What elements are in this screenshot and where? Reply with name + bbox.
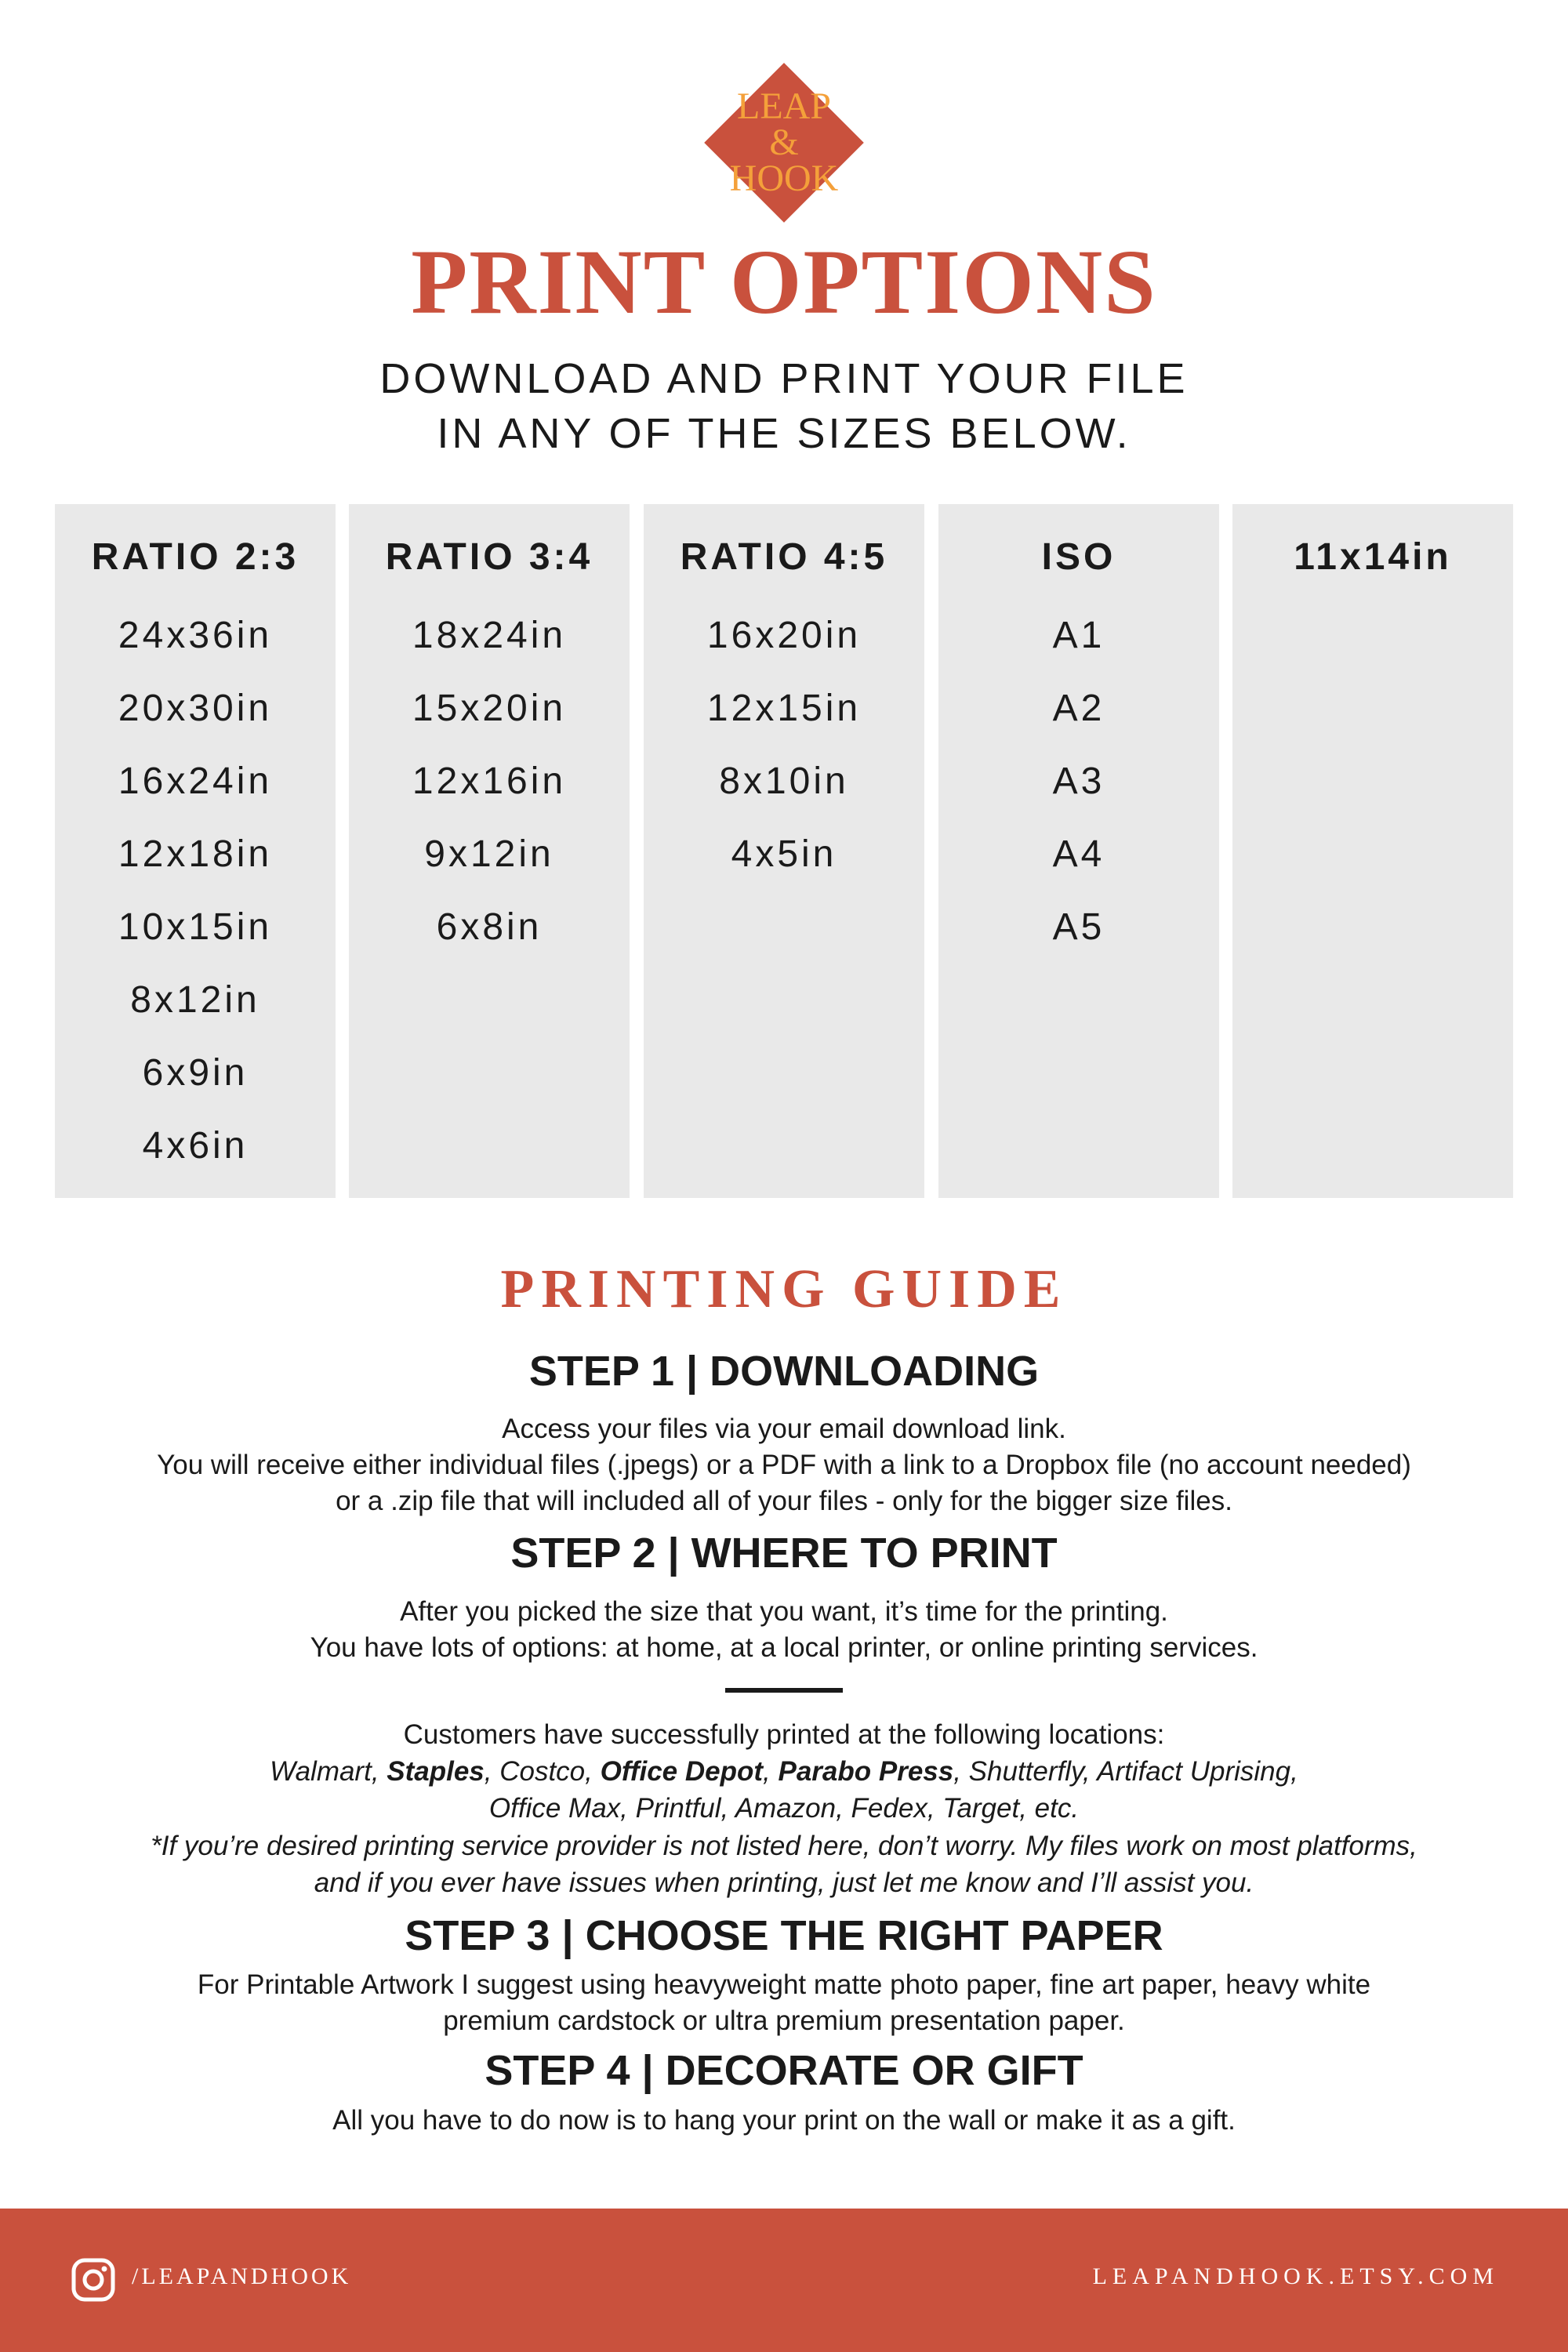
size-item: 8x10in <box>719 760 849 802</box>
column-heading: RATIO 3:4 <box>385 536 593 578</box>
size-column-iso <box>938 504 1219 1198</box>
size-item: A1 <box>1052 615 1105 656</box>
size-item: 12x18in <box>118 833 273 875</box>
size-item: 6x9in <box>142 1052 249 1094</box>
locations-intro: Customers have successfully printed at the following locations: <box>403 1719 1165 1750</box>
size-item: 6x8in <box>436 906 543 948</box>
size-item: 18x24in <box>412 615 567 656</box>
step-1-title: STEP 1 | DOWNLOADING <box>528 1348 1040 1395</box>
size-item: A5 <box>1052 906 1105 948</box>
logo-text <box>704 63 864 223</box>
page-title: PRINT OPTIONS <box>411 230 1157 333</box>
divider <box>725 1688 843 1693</box>
instagram-handle-link[interactable]: /LEAPANDHOOK <box>132 2263 352 2289</box>
logo-line-2: & <box>769 122 799 163</box>
size-item: A4 <box>1052 833 1105 875</box>
step-2-line: After you picked the size that you want, it’s time for the printing. <box>400 1596 1168 1627</box>
location-rest: , Shutterfly, Artifact Uprising, <box>953 1756 1298 1787</box>
guide-title: PRINTING GUIDE <box>500 1259 1068 1319</box>
step-3-line: premium cardstock or ultra premium presentation paper. <box>443 2005 1125 2036</box>
logo-line-3: HOOK <box>729 158 839 199</box>
logo-line-1: LEAP <box>737 85 831 127</box>
locations-note-line-2: and if you ever have issues when printing, just let me know and I’ll assist you. <box>314 1867 1254 1898</box>
step-4-title: STEP 4 | DECORATE OR GIFT <box>485 2047 1083 2094</box>
subtitle-line-2: IN ANY OF THE SIZES BELOW. <box>437 410 1131 457</box>
step-1-line: You will receive either individual files (.jpegs) or a PDF with a link to a Dropbox file (no account needed) <box>157 1450 1411 1480</box>
step-3-line: For Printable Artwork I suggest using heavyweight matte photo paper, fine art paper, heavy white <box>197 1969 1371 2000</box>
page-subtitle <box>0 351 1568 461</box>
size-item: 12x16in <box>412 760 567 802</box>
location-walmart: Walmart, <box>270 1756 387 1787</box>
column-heading: RATIO 4:5 <box>680 536 888 578</box>
column-heading: RATIO 2:3 <box>91 536 299 578</box>
subtitle-line-1: DOWNLOAD AND PRINT YOUR FILE <box>379 355 1189 402</box>
size-item: 12x15in <box>706 688 862 729</box>
step-1-line: Access your files via your email download link. <box>502 1414 1066 1444</box>
column-heading: ISO <box>1041 536 1116 578</box>
step-4-line: All you have to do now is to hang your print on the wall or make it as a gift. <box>332 2105 1236 2136</box>
size-item: A3 <box>1052 760 1105 802</box>
size-item: A2 <box>1052 688 1105 729</box>
step-3-title: STEP 3 | CHOOSE THE RIGHT PAPER <box>405 1912 1163 1959</box>
size-column-ratio-4-5 <box>644 504 924 1198</box>
etsy-shop-link[interactable]: LEAPANDHOOK.ETSY.COM <box>1092 2263 1499 2289</box>
location-parabo-press: Parabo Press <box>778 1756 954 1787</box>
size-item: 16x20in <box>706 615 862 656</box>
step-1-line: or a .zip file that will included all of your files - only for the bigger size files. <box>336 1486 1232 1516</box>
locations-list-line-1 <box>0 1754 1568 1790</box>
step-2-line: You have lots of options: at home, at a local printer, or online printing services. <box>310 1632 1258 1663</box>
location-office-depot: Office Depot <box>600 1756 764 1787</box>
size-item: 4x6in <box>142 1125 249 1167</box>
location-costco: , Costco, <box>484 1756 601 1787</box>
size-item: 15x20in <box>412 688 567 729</box>
size-item: 4x5in <box>731 833 837 875</box>
step-2-title: STEP 2 | WHERE TO PRINT <box>510 1530 1058 1577</box>
size-item: 24x36in <box>118 615 273 656</box>
brand-logo <box>704 63 864 223</box>
size-item: 16x24in <box>118 760 273 802</box>
size-column-ratio-2-3 <box>55 504 336 1198</box>
size-item: 10x15in <box>118 906 273 948</box>
location-separator: , <box>763 1756 779 1787</box>
size-item: 9x12in <box>424 833 554 875</box>
location-staples: Staples <box>387 1756 485 1787</box>
size-column-ratio-3-4 <box>349 504 630 1198</box>
locations-list-line-2: Office Max, Printful, Amazon, Fedex, Target, etc. <box>488 1793 1080 1824</box>
footer <box>0 2209 1568 2352</box>
size-item: 20x30in <box>118 688 273 729</box>
locations-note-line-1: *If you’re desired printing service provider is not listed here, don’t worry. My files work on most platforms, <box>151 1831 1417 1861</box>
size-column-11x14 <box>1232 504 1513 1198</box>
size-item: 8x12in <box>130 979 260 1021</box>
instagram-icon[interactable] <box>71 2257 116 2303</box>
column-heading: 11x14in <box>1294 536 1452 578</box>
